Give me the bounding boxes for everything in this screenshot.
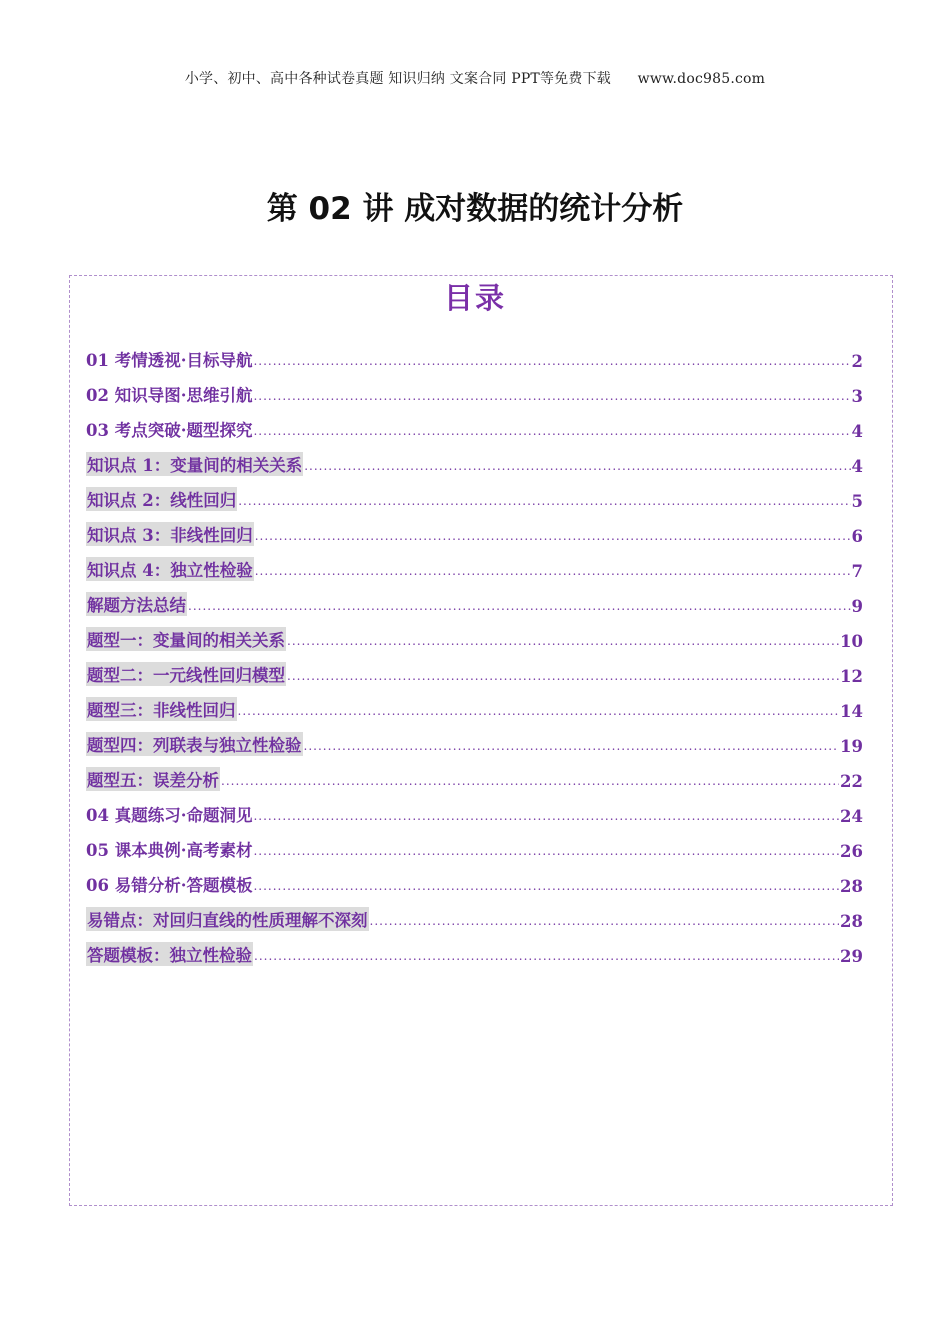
toc-entry[interactable] xyxy=(86,406,863,441)
toc-entry[interactable] xyxy=(86,546,863,581)
toc-entry-label: 题型三：非线性回归 xyxy=(86,697,237,721)
toc-entry-page: 28 xyxy=(840,912,863,931)
toc-entry-label: 解题方法总结 xyxy=(86,592,187,616)
toc-leader-dots xyxy=(370,914,840,928)
page-header xyxy=(0,68,950,88)
toc-entry-label: 答题模板：独立性检验 xyxy=(86,942,253,966)
toc-leader-dots xyxy=(254,949,839,963)
toc-entry-label: 题型二：一元线性回归模型 xyxy=(86,662,286,686)
toc-entry-page: 9 xyxy=(851,597,863,616)
toc-entry[interactable] xyxy=(86,896,863,931)
page-title: 第 02 讲 成对数据的统计分析 xyxy=(266,191,684,227)
toc-entry-page: 6 xyxy=(851,527,863,546)
toc-leader-dots xyxy=(253,844,839,858)
toc-entry-label: 06 易错分析·答题模板 xyxy=(86,876,253,895)
toc-leader-dots xyxy=(253,389,850,403)
toc-leader-dots xyxy=(255,529,851,543)
toc-entry-label: 01 考情透视·目标导航 xyxy=(86,351,253,370)
toc-leader-dots xyxy=(253,879,839,893)
toc-entry-page: 14 xyxy=(840,702,863,721)
toc-entry[interactable] xyxy=(86,756,863,791)
toc-entry-page: 29 xyxy=(840,947,863,966)
toc-entry-page: 10 xyxy=(840,632,863,651)
toc-entry-label: 题型五：误差分析 xyxy=(86,767,220,791)
toc-entry[interactable] xyxy=(86,931,863,966)
toc-entry-page: 4 xyxy=(851,422,863,441)
toc-entry[interactable] xyxy=(86,441,863,476)
toc-entry[interactable] xyxy=(86,476,863,511)
toc-entry-page: 7 xyxy=(851,562,863,581)
toc-entry-label: 知识点 3：非线性回归 xyxy=(86,522,254,546)
toc-entry[interactable] xyxy=(86,721,863,756)
toc-entry[interactable] xyxy=(86,371,863,406)
toc-entry[interactable] xyxy=(86,336,863,371)
toc-leader-dots xyxy=(238,494,850,508)
toc-entry-label: 知识点 1：变量间的相关关系 xyxy=(86,452,303,476)
toc-entry-page: 24 xyxy=(840,807,863,826)
toc-leader-dots xyxy=(255,564,851,578)
toc-entry-page: 19 xyxy=(840,737,863,756)
toc-entry-label: 05 课本典例·高考素材 xyxy=(86,841,253,860)
toc-leader-dots xyxy=(287,669,839,683)
toc-leader-dots xyxy=(253,354,850,368)
toc-leader-dots xyxy=(304,739,840,753)
toc-entry-page: 4 xyxy=(851,457,863,476)
toc-entry-label: 03 考点突破·题型探究 xyxy=(86,421,253,440)
toc-entry[interactable] xyxy=(86,581,863,616)
toc-list xyxy=(86,336,863,966)
toc-entry[interactable] xyxy=(86,686,863,721)
toc-entry-page: 5 xyxy=(851,492,863,511)
toc-entry[interactable] xyxy=(86,511,863,546)
toc-entry[interactable] xyxy=(86,616,863,651)
toc-entry-label: 易错点：对回归直线的性质理解不深刻 xyxy=(86,907,369,931)
toc-leader-dots xyxy=(221,774,839,788)
toc-leader-dots xyxy=(238,704,840,718)
toc-entry-label: 04 真题练习·命题洞见 xyxy=(86,806,253,825)
toc-entry-label: 02 知识导图·思维引航 xyxy=(86,386,253,405)
toc-leader-dots xyxy=(253,809,839,823)
toc-leader-dots xyxy=(253,424,850,438)
toc-entry-page: 28 xyxy=(840,877,863,896)
toc-entry-page: 22 xyxy=(840,772,863,791)
toc-entry[interactable] xyxy=(86,861,863,896)
toc-entry-page: 3 xyxy=(851,387,863,406)
toc-entry-page: 26 xyxy=(840,842,863,861)
toc-entry[interactable] xyxy=(86,791,863,826)
toc-heading: 目录 xyxy=(443,281,506,315)
header-site-link[interactable]: www.doc985.com xyxy=(637,71,766,87)
toc-leader-dots xyxy=(304,459,850,473)
toc-entry[interactable] xyxy=(86,651,863,686)
toc-entry[interactable] xyxy=(86,826,863,861)
toc-leader-dots xyxy=(287,634,839,648)
toc-entry-label: 题型一：变量间的相关关系 xyxy=(86,627,286,651)
toc-leader-dots xyxy=(188,599,851,613)
toc-entry-label: 知识点 4：独立性检验 xyxy=(86,557,254,581)
toc-entry-page: 2 xyxy=(851,352,863,371)
toc-entry-page: 12 xyxy=(840,667,863,686)
toc-entry-label: 题型四：列联表与独立性检验 xyxy=(86,732,303,756)
header-text: 小学、初中、高中各种试卷真题 知识归纳 文案合同 PPT等免费下载 xyxy=(184,71,611,87)
toc-entry-label: 知识点 2：线性回归 xyxy=(86,487,237,511)
